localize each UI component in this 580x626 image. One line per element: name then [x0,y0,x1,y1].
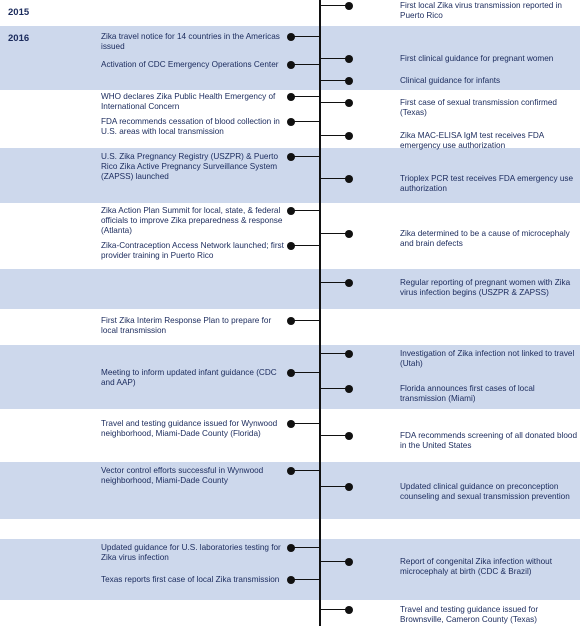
event-marker [345,230,353,238]
event-text: Vector control efforts successful in Wynwood neighborhood, Miami-Dade County [101,466,264,485]
event-text: Zika-Contraception Access Network launched; first provider training in Puerto Rico [101,241,284,260]
event-marker [345,2,353,10]
event-marker [345,432,353,440]
event-text: Activation of CDC Emergency Operations Center [101,60,279,69]
event-text: Florida announces first cases of local transmission (Miami) [400,384,535,403]
connector [291,245,319,246]
connector [291,64,319,65]
band-june [0,309,580,345]
year-label-2016: 2016 [8,33,30,44]
event-text: Zika determined to be a cause of microcephaly and brain defects [400,229,570,248]
event-text: Zika MAC-ELISA IgM test receives FDA emergency use authorization [400,131,544,150]
event-text: First clinical guidance for pregnant women [400,54,554,63]
event-text: Updated guidance for U.S. laboratories testing for Zika virus infection [101,543,281,562]
event-marker [345,483,353,491]
event-text: U.S. Zika Pregnancy Registry (USZPR) & Puerto Rico Zika Active Pregnancy Surveillance System (ZAPSS) launched [101,152,278,181]
event-marker [345,350,353,358]
event-text: Zika travel notice for 14 countries in the Americas issued [101,32,280,51]
event-text: First local Zika virus transmission reported in Puerto Rico [400,1,562,20]
connector [291,210,319,211]
event-marker [345,175,353,183]
event-text: WHO declares Zika Public Health Emergency of International Concern [101,92,276,111]
event-text: Regular reporting of pregnant women with Zika virus infection begins (USZPR & ZAPSS) [400,278,571,297]
event-text: FDA recommends screening of all donated blood in the United States [400,431,578,450]
band-october [0,519,580,539]
connector [291,470,319,471]
event-text: First case of sexual transmission confirmed (Texas) [400,98,557,117]
event-text: Texas reports first case of local Zika transmission [101,575,280,584]
event-marker [345,132,353,140]
event-text: FDA recommends cessation of blood collection in U.S. areas with local transmission [101,117,280,136]
timeline-axis [319,0,321,626]
event-marker [345,55,353,63]
connector [291,372,319,373]
event-marker [345,279,353,287]
connector [291,547,319,548]
event-text: Updated clinical guidance on preconception counseling and sexual transmission prevention [400,482,570,501]
connector [291,423,319,424]
event-marker [345,606,353,614]
event-text: Trioplex PCR test receives FDA emergency use authorization [400,174,574,193]
event-text: Investigation of Zika infection not linked to travel (Utah) [400,349,575,368]
event-text: Report of congenital Zika infection without microcephaly at birth (CDC & Brazil) [400,557,553,576]
event-marker [345,99,353,107]
event-marker [345,77,353,85]
event-marker [345,558,353,566]
event-text: Travel and testing guidance issued for Brownsville, Cameron County (Texas) [400,605,539,624]
connector [291,121,319,122]
event-text: Travel and testing guidance issued for Wynwood neighborhood, Miami-Dade County (Florida) [101,419,278,438]
event-text: Zika Action Plan Summit for local, state, & federal officials to improve Zika preparedness & response (Atlanta) [101,206,283,235]
event-text: First Zika Interim Response Plan to prepare for local transmission [101,316,272,335]
event-marker [345,385,353,393]
connector [291,320,319,321]
connector [291,156,319,157]
connector [291,96,319,97]
connector [291,36,319,37]
year-label-2015: 2015 [8,7,30,18]
connector [291,579,319,580]
event-text: Clinical guidance for infants [400,76,501,85]
event-text: Meeting to inform updated infant guidance (CDC and AAP) [101,368,277,387]
